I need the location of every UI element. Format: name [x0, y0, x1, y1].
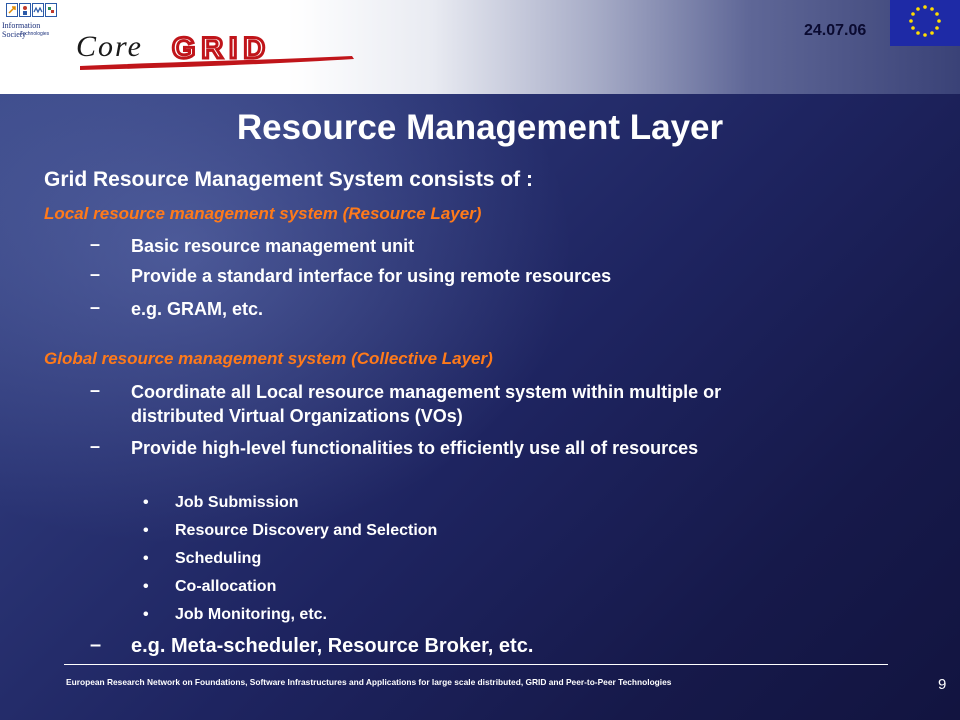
bullet-marker: • — [143, 550, 149, 567]
dash-marker: – — [90, 264, 101, 284]
page-number: 9 — [938, 676, 947, 693]
ist-logo-text: Information Society — [2, 21, 41, 39]
ist-box-people-icon — [19, 3, 31, 17]
subitem-text: Co-allocation — [175, 578, 277, 595]
local-item-text: e.g. GRAM, etc. — [131, 299, 264, 319]
ist-box-grid-icon — [45, 3, 57, 17]
global-item-text: e.g. Meta-scheduler, Resource Broker, etc. — [131, 635, 534, 657]
section-local-heading: Local resource management system (Resource Layer) — [44, 204, 482, 223]
bullet-marker: • — [143, 578, 149, 595]
subitem-text: Resource Discovery and Selection — [175, 522, 438, 539]
subitem-text: Job Monitoring, etc. — [175, 606, 327, 623]
ist-logo — [0, 0, 64, 44]
dash-marker: – — [90, 634, 102, 656]
slide-title: Resource Management Layer — [236, 108, 724, 147]
local-item-text: Basic resource management unit — [131, 236, 415, 256]
slide-date: 24.07.06 — [804, 22, 867, 39]
subitem-text: Scheduling — [175, 550, 262, 567]
dash-marker: – — [90, 436, 101, 456]
footer-divider — [64, 664, 888, 665]
footer-text: European Research Network on Foundations, Software Infrastructures and Applications for large scale distributed, GRID and Peer-to-Peer Technologies — [66, 677, 672, 687]
coregrid-logo-text: Core — [76, 30, 143, 63]
section-global-heading: Global resource management system (Collective Layer) — [44, 349, 493, 368]
dash-marker: – — [90, 297, 101, 317]
dash-marker: – — [90, 380, 101, 400]
intro-heading: Grid Resource Management System consists of : — [44, 168, 533, 191]
dash-marker: – — [90, 234, 101, 254]
eu-flag-icon — [890, 0, 960, 46]
bullet-marker: • — [143, 494, 149, 511]
global-item-text: Coordinate all Local resource management system within multiple or distributed Virtual Organizations (VOs) — [131, 382, 722, 426]
bullet-marker: • — [143, 522, 149, 539]
bullet-marker: • — [143, 606, 149, 623]
global-item-text: Provide high-level functionalities to efficiently use all of resources — [131, 438, 699, 458]
coregrid-logo — [72, 26, 362, 72]
ist-logo-boxes — [6, 3, 57, 17]
ist-box-arrow-icon — [6, 3, 18, 17]
subitem-text: Job Submission — [175, 494, 299, 511]
local-item-text: Provide a standard interface for using remote resources — [131, 266, 612, 286]
coregrid-logo-grid: GRID — [172, 32, 271, 65]
ist-box-wave-icon — [32, 3, 44, 17]
ist-logo-subtext: Technologies — [20, 31, 50, 37]
